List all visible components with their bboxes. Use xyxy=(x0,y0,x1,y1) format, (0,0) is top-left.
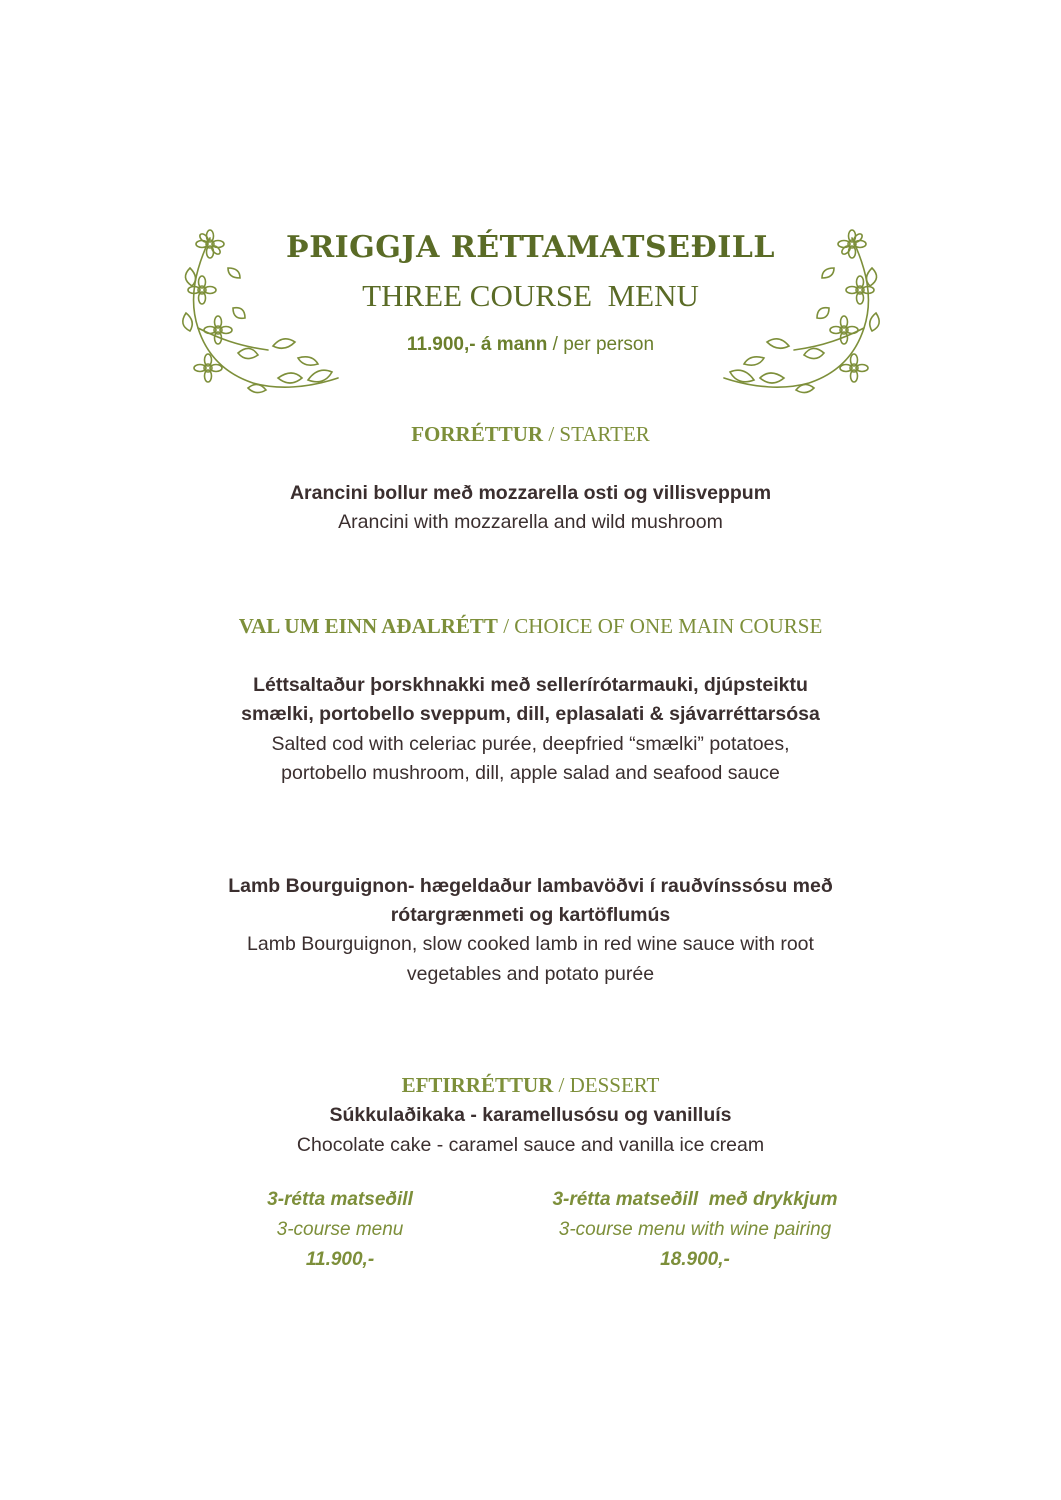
option-3-course-subtitle: 3-course menu xyxy=(276,1219,404,1240)
option-3-course xyxy=(190,1185,490,1275)
dessert-dish-en: Chocolate cake - caramel sauce and vanilla ice cream xyxy=(296,1134,765,1156)
main-dish-2-is-line-1: Lamb Bourguignon- hægeldaður lambavöðvi í rauðvínssósu með xyxy=(228,875,833,897)
price-rest: / per person xyxy=(547,334,655,355)
menu-subtitle: THREE COURSE MENU xyxy=(362,278,699,313)
option-3-course-title: 3-rétta matseðill xyxy=(267,1189,413,1210)
main-dish-1-is-line-2: smælki, portobello sveppum, dill, eplasalati & sjávarréttarsósa xyxy=(241,703,820,725)
starter-heading-rest: / STARTER xyxy=(543,422,650,446)
dessert-dish-is: Súkkulaðikaka - karamellusósu og vanilluís xyxy=(329,1104,732,1126)
dessert-heading-bold: EFTIRRÉTTUR xyxy=(401,1073,554,1097)
starter-dish-en: Arancini with mozzarella and wild mushroom xyxy=(338,511,723,533)
main-heading-bold: VAL UM EINN AÐALRÉTT xyxy=(238,614,498,638)
main-dish-1-en-line-2: portobello mushroom, dill, apple salad and seafood sauce xyxy=(281,762,780,784)
main-dish-2-is-line-2: rótargrænmeti og kartöflumús xyxy=(390,904,671,926)
price-bold: 11.900,- á mann xyxy=(406,334,548,355)
menu-title: ÞRIGGJA RÉTTAMATSEÐILL xyxy=(286,230,775,265)
main-heading xyxy=(0,614,1061,639)
main-dish-1-en-line-1: Salted cod with celeriac purée, deepfried “smælki” potatoes, xyxy=(271,733,790,755)
dessert-heading xyxy=(0,1073,1061,1098)
option-wine-pairing xyxy=(500,1185,890,1275)
option-wine-pairing-title: 3-rétta matseðill með drykkjum xyxy=(552,1189,838,1210)
starter-dish-is: Arancini bollur með mozzarella osti og villisveppum xyxy=(289,482,772,504)
main-dish-2-en-line-1: Lamb Bourguignon, slow cooked lamb in red wine sauce with root xyxy=(247,933,814,955)
option-wine-pairing-price: 18.900,- xyxy=(660,1249,730,1270)
option-wine-pairing-subtitle: 3-course menu with wine pairing xyxy=(558,1219,832,1240)
main-dish-1-is-line-1: Léttsaltaður þorskhnakki með sellerírótarmauki, djúpsteiktu xyxy=(253,674,808,696)
option-3-course-price: 11.900,- xyxy=(305,1249,375,1270)
price-per-person xyxy=(0,334,1061,356)
starter-heading xyxy=(0,422,1061,447)
main-dish-2-en-line-2: vegetables and potato purée xyxy=(406,963,655,985)
starter-heading-bold: FORRÉTTUR xyxy=(411,422,544,446)
main-heading-rest: / CHOICE OF ONE MAIN COURSE xyxy=(497,614,823,638)
dessert-heading-rest: / DESSERT xyxy=(553,1073,660,1097)
